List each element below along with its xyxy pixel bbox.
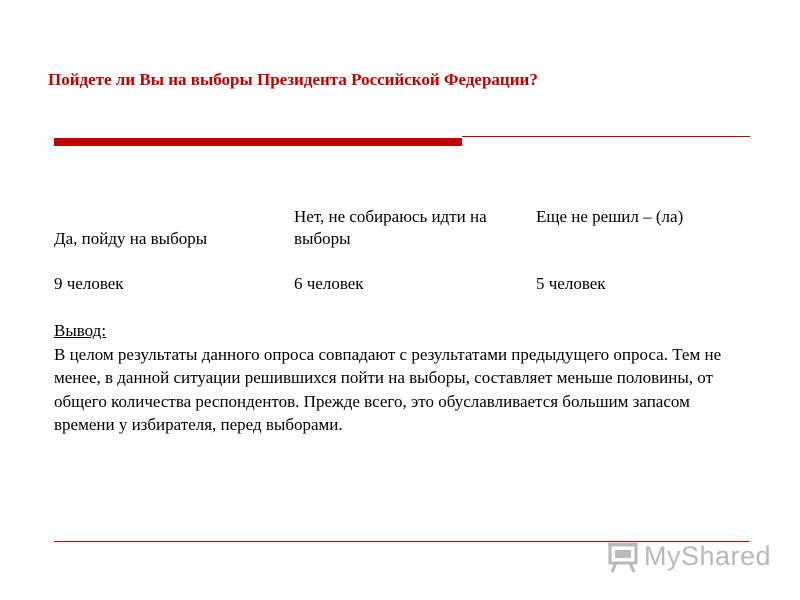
title-underline-thin xyxy=(462,136,750,137)
survey-option-3-count: 5 человек xyxy=(536,274,606,293)
conclusion-label: Вывод: xyxy=(54,321,107,340)
survey-option-1-label: Да, пойду на выборы xyxy=(54,229,208,248)
survey-option-2-label: Нет, не собираюсь идти на выборы xyxy=(294,207,487,248)
title-underline-thick xyxy=(54,138,462,146)
conclusion-block xyxy=(54,319,744,437)
survey-option-2-count: 6 человек xyxy=(294,274,364,293)
watermark-logo xyxy=(606,538,772,574)
watermark-text: MyShared xyxy=(644,540,772,571)
presentation-board-icon xyxy=(606,539,640,573)
survey-option-1-count: 9 человек xyxy=(54,274,124,293)
slide-title: Пойдете ли Вы на выборы Президента Российской Федерации? xyxy=(48,70,538,89)
survey-option-3-label: Еще не решил – (ла) xyxy=(536,207,684,226)
conclusion-text: В целом результаты данного опроса совпадают с результатами предыдущего опроса. Тем не менее, в данной ситуации решившихся пойти на выборы, составляет меньше половины, от общего количества респондентов. Прежде всего, это обуславливается большим запасом времени у избирателя, перед выборами. xyxy=(54,344,722,434)
